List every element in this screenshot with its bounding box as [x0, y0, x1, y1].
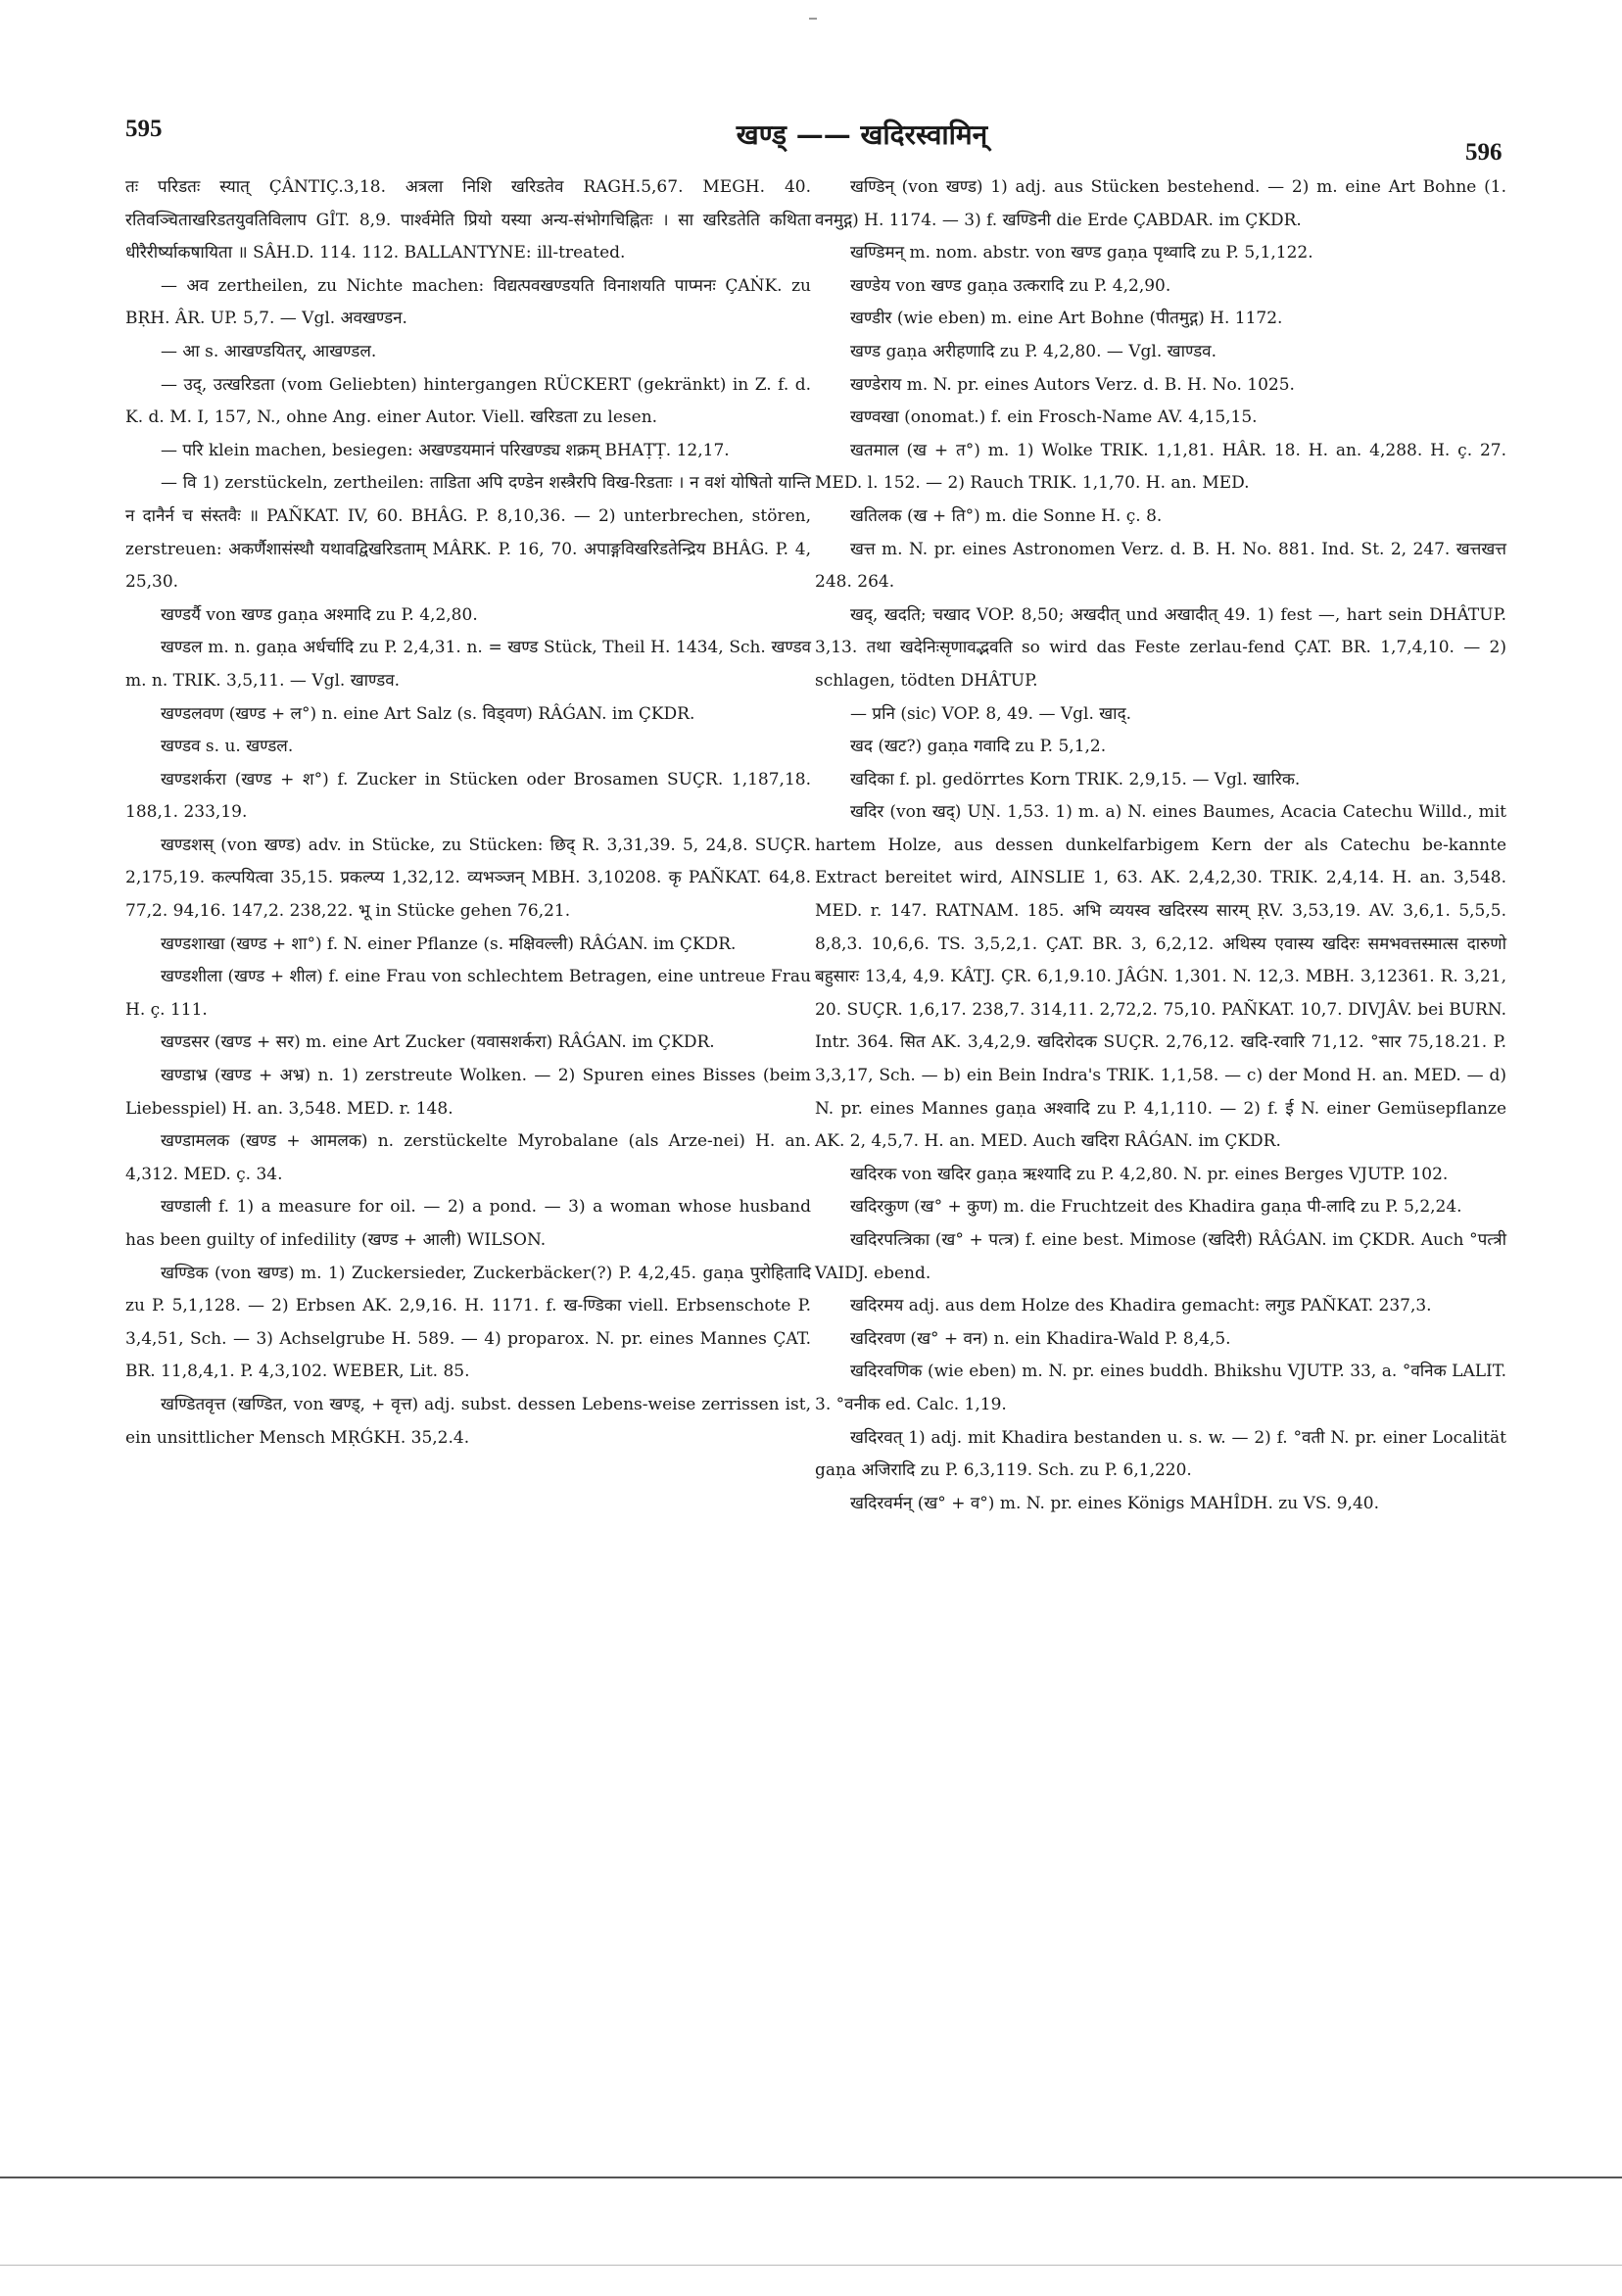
- dictionary-entry: खण्डिमन् m. nom. abstr. von खण्ड gaṇa पृथ्वादि zu P. 5,1,122.: [850, 243, 1313, 263]
- dictionary-entry: खदिरवणिक (wie eben) m. N. pr. eines buddh. Bhikshu VJUTP. 33, a. °वनिक LALIT. 3. °वनीक ed. Calc. 1,19.: [815, 1362, 1506, 1414]
- dictionary-entry: खत्त m. N. pr. eines Astronomen Verz. d. B. H. No. 881. Ind. St. 2, 247. खत्तखत्त 248. 264.: [815, 539, 1506, 593]
- dictionary-entry: खद्, खदति; चखाद VOP. 8,50; अखदीत् und अखादीत् 49. 1) fest —, hart sein DHÂTUP. 3,13. तथा खदेनिःसृणावद्भवति so wird das Feste zerlau-fend ÇAT. BR. 1,7,4,10. — 2) schlagen, tödten DHÂTUP.: [815, 604, 1506, 691]
- dictionary-entry: — वि 1) zerstückeln, zertheilen: ताडिता अपि दण्डेन शस्त्रैरपि विख-रिडताः । न वशं योषितो यान्ति न दानैर्न च संस्तवैः ॥ PAÑKAT. IV, 60. BHÂG. P. 8,10,36. — 2) unterbrechen, stören, zerstreuen: अकर्णैशासंस्थौ यथावद्विखरिडताम् MÂRK. P. 16, 70. अपाङ्गविखरिडतेन्द्रिय BHÂG. P. 4, 25,30.: [125, 473, 811, 593]
- dictionary-entry: खदिरवर्मन् (ख° + व°) m. N. pr. eines Königs MAHÎDH. zu VS. 9,40.: [850, 1493, 1379, 1513]
- dictionary-entry: खदिरमय adj. aus dem Holze des Khadira gemacht: लगुड PAÑKAT. 237,3.: [850, 1296, 1432, 1316]
- dictionary-entry: — प्रनि (sic) VOP. 8, 49. — Vgl. खाद्.: [850, 703, 1131, 724]
- dictionary-entry: — उद्, उत्खरिडता (vom Geliebten) hintergangen RÜCKERT (gekränkt) in Z. f. d. K. d. M. I, 157, N., ohne Ang. einer Autor. Viell. खरिडता zu lesen.: [125, 374, 811, 428]
- dictionary-entry: खण्डीर (wie eben) m. eine Art Bohne (पीतमुद्ग) H. 1172.: [850, 309, 1283, 329]
- dictionary-entry: खण्डाभ्र (खण्ड + अभ्र) n. 1) zerstreute Wolken. — 2) Spuren eines Bisses (beim Liebesspiel) H. an. 3,548. MED. r. 148.: [125, 1066, 811, 1119]
- running-head: खण्ड् —— खदिरस्वामिन्: [736, 119, 988, 151]
- dictionary-entry: खण्डर्यै von खण्ड gaṇa अश्मादि zu P. 4,2,80.: [161, 604, 478, 625]
- dictionary-entry: खण्डव s. u. खण्डल.: [161, 737, 294, 757]
- dictionary-entry: खण्डलवण (खण्ड + ल°) n. eine Art Salz (s. विड्वण) RÂǴAN. im ÇKDR.: [161, 703, 695, 724]
- dictionary-entry: खण्ड gaṇa अरीहणादि zu P. 4,2,80. — Vgl. खाण्डव.: [850, 341, 1217, 361]
- dictionary-entry: — आ s. आखण्डयितर्, आखण्डल.: [161, 341, 377, 361]
- dictionary-entry: खण्डाली f. 1) a measure for oil. — 2) a pond. — 3) a woman whose husband has been guilty of infedility (खण्ड + आली) WILSON.: [125, 1197, 811, 1250]
- dictionary-entry: खण्डेराय m. N. pr. eines Autors Verz. d. B. H. No. 1025.: [850, 374, 1295, 395]
- dictionary-entry: खदिरपत्त्रिका (ख° + पत्त्र) f. eine best. Mimose (खदिरी) RÂǴAN. im ÇKDR. Auch °पत्त्री VAIDJ. ebend.: [815, 1230, 1506, 1283]
- dictionary-entry: खण्डसर (खण्ड + सर) m. eine Art Zucker (यवासशर्करा) RÂǴAN. im ÇKDR.: [161, 1032, 715, 1053]
- dictionary-entry: खण्डशस् (von खण्ड) adv. in Stücke, zu Stücken: छिद् R. 3,31,39. 5, 24,8. SUÇR. 2,175,19. कल्पयित्वा 35,15. प्रकल्प्य 1,32,12. व्यभञ्जन् MBH. 3,10208. कृ PAÑKAT. 64,8. 77,2. 94,16. 147,2. 238,22. भू in Stücke gehen 76,21.: [125, 835, 811, 922]
- dictionary-entry: खण्डल m. n. gaṇa अर्धर्चादि zu P. 2,4,31. n. = खण्ड Stück, Theil H. 1434, Sch. खण्डव m. n. TRIK. 3,5,11. — Vgl. खाण्डव.: [125, 638, 811, 691]
- dictionary-entry: खदिका f. pl. gedörrtes Korn TRIK. 2,9,15. — Vgl. खारिक.: [850, 769, 1301, 789]
- dictionary-entry: खण्डशर्करा (खण्ड + श°) f. Zucker in Stücken oder Brosamen SUÇR. 1,187,18. 188,1. 233,19.: [125, 769, 811, 823]
- scan-mark: [809, 18, 817, 20]
- dictionary-entry: खतमाल (ख + त°) m. 1) Wolke TRIK. 1,1,81. HÂR. 18. H. an. 4,288. H. ç. 27. MED. l. 152. — 2) Rauch TRIK. 1,1,70. H. an. MED.: [815, 440, 1506, 494]
- dictionary-entry: खण्डशीला (खण्ड + शील) f. eine Frau von schlechtem Betragen, eine untreue Frau H. ç. 111.: [125, 967, 811, 1020]
- dictionary-entry: खण्डामलक (खण्ड + आमलक) n. zerstückelte Myrobalane (als Arze-nei) H. an. 4,312. MED. ç. 34.: [125, 1131, 811, 1184]
- dictionary-entry: तः परिडतः स्यात् ÇÂNTIÇ.3,18. अत्रला निशि खरिडतेव RAGH.5,67. MEGH. 40. रतिवञ्चिताखरिडतयुवतिविलाप GÎT. 8,9. पार्श्वमेति प्रियो यस्या अन्य-संभोगचिह्नितः । सा खरिडतेति कथिता धीरैरीर्ष्याकषायिता ॥ SÂH.D. 114. 112. BALLANTYNE: ill-treated.: [125, 177, 811, 263]
- dictionary-entry: — परि klein machen, besiegen: अखण्डयमानं परिखण्ड्य शक्रम् BHAṬṬ. 12,17.: [161, 440, 730, 460]
- dictionary-entry: खद (खट?) gaṇa गवादि zu P. 5,1,2.: [850, 737, 1107, 757]
- dictionary-entry: खण्डिन् (von खण्ड) 1) adj. aus Stücken bestehend. — 2) m. eine Art Bohne (1. वनमुद्ग) H. 1174. — 3) f. खण्डिनी die Erde ÇABDAR. im ÇKDR.: [815, 177, 1506, 230]
- dictionary-entry: खण्डशाखा (खण्ड + शा°) f. N. einer Pflanze (s. मक्षिवल्ली) RÂǴAN. im ÇKDR.: [161, 933, 737, 954]
- dictionary-entry: खण्डिक (von खण्ड) m. 1) Zuckersieder, Zuckerbäcker(?) P. 4,2,45. gaṇa पुरोहितादि zu P. 5,1,128. — 2) Erbsen AK. 2,9,16. H. 1171. f. ख-ण्डिका viell. Erbsenschote P. 3,4,51, Sch. — 3) Achselgrube H. 589. — 4) proparox. N. pr. eines Mannes ÇAT. BR. 11,8,4,1. P. 4,3,102. WEBER, Lit. 85.: [125, 1263, 811, 1382]
- page-number-left: 595: [125, 116, 163, 142]
- dictionary-entry: खदिरक von खदिर gaṇa ऋश्यादि zu P. 4,2,80. N. pr. eines Berges VJUTP. 102.: [850, 1164, 1449, 1184]
- scan-edge: [0, 2265, 1622, 2266]
- page-number-right: 596: [1465, 139, 1503, 166]
- right-column: [815, 171, 1506, 1520]
- dictionary-entry: खदिरकुण (ख° + कुण) m. die Fruchtzeit des Khadira gaṇa पी-लादि zu P. 5,2,24.: [850, 1197, 1462, 1218]
- dictionary-entry: खण्वखा (onomat.) f. ein Frosch-Name AV. 4,15,15.: [850, 407, 1258, 428]
- dictionary-entry: खतिलक (ख + ति°) m. die Sonne H. ç. 8.: [850, 505, 1163, 526]
- dictionary-entry: खण्डेय von खण्ड gaṇa उत्करादि zu P. 4,2,90.: [850, 275, 1171, 296]
- dictionary-entry: खदिरवत् 1) adj. mit Khadira bestanden u. s. w. — 2) f. °वती N. pr. einer Localität gaṇa अजिरादि zu P. 6,3,119. Sch. zu P. 6,1,220.: [815, 1427, 1506, 1481]
- dictionary-entry: — अव zertheilen, zu Nichte machen: विद्यत्पवखण्डयति विनाशयति पाप्मनः ÇAṄK. zu BṚH. ÂR. UP. 5,7. — Vgl. अवखण्डन.: [125, 275, 811, 329]
- dictionary-entry: खदिर (von खद्) UṆ. 1,53. 1) m. a) N. eines Baumes, Acacia Catechu Willd., mit hartem Holze, aus dessen dunkelfarbigem Kern der als Catechu be-kannte Extract bereitet wird, AINSLIE 1, 63. AK. 2,4,2,30. TRIK. 2,4,14. H. an. 3,548. MED. r. 147. RATNAM. 185. अभि व्ययस्व खदिरस्य सारम् ṚV. 3,53,19. AV. 3,6,1. 5,5,5. 8,8,3. 10,6,6. TS. 3,5,2,1. ÇAT. BR. 3, 6,2,12. अथिस्य एवास्य खदिरः समभवत्तस्मात्स दारुणो बहुसारः 13,4, 4,9. KÂTJ. ÇR. 6,1,9.10. JÂǴN. 1,301. N. 12,3. MBH. 3,12361. R. 3,21, 20. SUÇR. 1,6,17. 238,7. 314,11. 2,72,2. 75,10. PAÑKAT. 10,7. DIVJÂV. bei BURN. Intr. 364. सित AK. 3,4,2,9. खदिरोदक SUÇR. 2,76,12. खदि-रवारि 71,12. °सार 75,18.21. P. 3,3,17, Sch. — b) ein Bein Indra's TRIK. 1,1,58. — c) der Mond H. an. MED. — d) N. pr. eines Mannes gaṇa अश्वादि zu P. 4,1,110. — 2) f. ई N. einer Gemüsepflanze AK. 2, 4,5,7. H. an. MED. Auch खदिरा RÂǴAN. im ÇKDR.: [815, 802, 1506, 1152]
- dictionary-entry: खण्डितवृत्त (खण्डित, von खण्ड्, + वृत्त) adj. subst. dessen Lebens-weise zerrissen ist, ein unsittlicher Mensch MṚǴKH. 35,2.4.: [125, 1394, 811, 1448]
- left-column: [125, 171, 811, 1455]
- bottom-rule: [0, 2176, 1622, 2178]
- dictionary-entry: खदिरवण (ख° + वन) n. ein Khadira-Wald P. 8,4,5.: [850, 1328, 1231, 1349]
